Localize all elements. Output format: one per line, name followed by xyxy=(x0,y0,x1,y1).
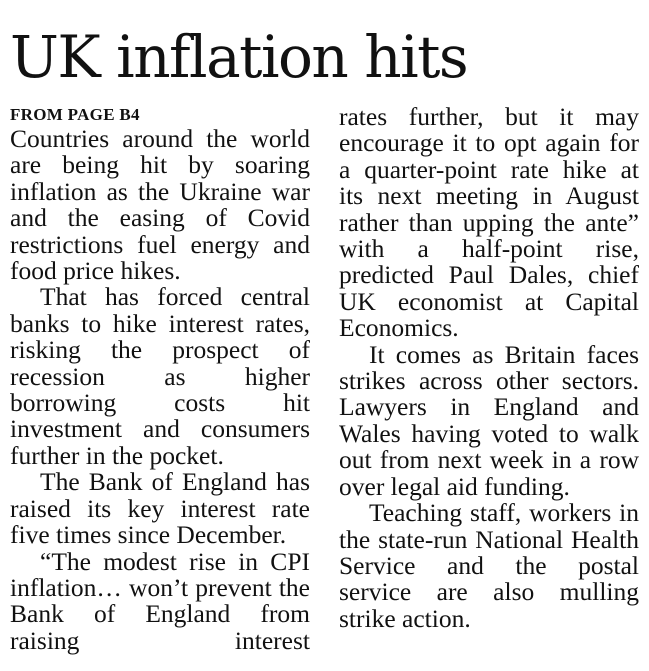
article-column-right xyxy=(339,104,639,632)
headline: UK inflation hits xyxy=(10,23,468,91)
article-column-left xyxy=(10,104,310,654)
kicker-from-page: FROM PAGE B4 xyxy=(10,105,140,124)
paragraph: The Bank of England has raised its key interest rate five times since December. xyxy=(10,467,310,550)
paragraph: It comes as Britain faces strikes across other sectors. Lawyers in England and Wales having voted to walk out from next week in a row over legal aid funding. xyxy=(339,339,639,501)
paragraph: Countries around the world are being hit by soaring inflation as the Ukraine war and the easing of Covid restrictions fuel energy and food price hikes. xyxy=(10,124,310,286)
paragraph: “The modest rise in CPI inflation… won’t prevent the Bank of England from raising interest xyxy=(10,546,310,655)
paragraph: rates further, but it may encourage it to opt again for a quarter-point rate hike at its next meeting in August rather than upping the ante” with a half-point rise, predicted Paul Dales, chief UK economist at Capital Economics. xyxy=(339,102,639,343)
paragraph: Teaching staff, workers in the state-run National Health Service and the postal service are also mulling strike action. xyxy=(339,498,639,633)
paragraph: That has forced central banks to hike interest rates, risking the prospect of recession as higher borrowing costs hit investment and consumers further in the pocket. xyxy=(10,282,310,470)
